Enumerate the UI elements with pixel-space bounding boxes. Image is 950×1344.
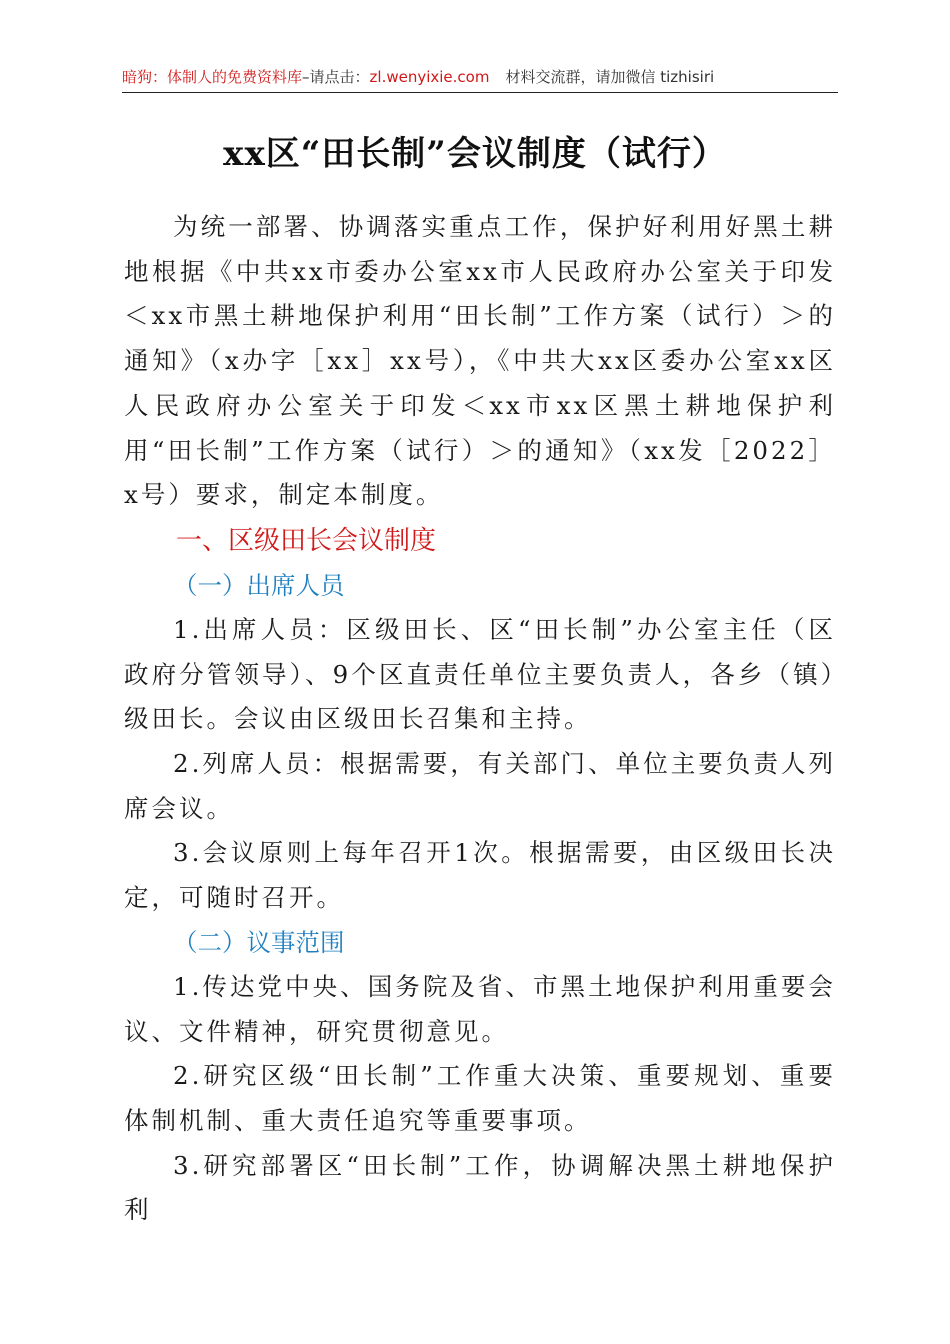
header-contact: 材料交流群，请加微信 tizhisiri — [505, 68, 715, 86]
header-link-prefix: –请点击： — [302, 68, 370, 86]
attendees-item-1: 1.出席人员：区级田长、区“田长制”办公室主任（区政府分管领导）、9个区直责任单位主要负责人，各乡（镇）级田长。会议由区级田长召集和主持。 — [124, 614, 836, 734]
header-link[interactable]: zl.wenyixie.com — [369, 68, 490, 86]
subsection-heading-attendees: （一）出席人员 — [173, 570, 345, 600]
attendees-item-3: 3.会议原则上每年召开1次。根据需要，由区级田长决定，可随时召开。 — [124, 838, 836, 913]
section-heading: 一、区级田长会议制度 — [176, 525, 437, 556]
scope-item-3: 3.研究部署区“田长制”工作，协调解决黑土耕地保护利 — [124, 1150, 836, 1225]
intro-paragraph: 为统一部署、协调落实重点工作，保护好利用好黑土耕地根据《中共xx市委办公室xx市人民政府办公室关于印发＜xx市黑土耕地保护利用“田长制”工作方案（试行）＞的通知》（x办字［xx］xx号），《中共大xx区委办公室xx区人民政府办公室关于印发＜xx市xx区黑土耕地保护利用“田长制”工作方案（试行）＞的通知》（xx发［2022］x号）要求，制定本制度。 — [124, 212, 836, 510]
header-promo-text: 暗狗：体制人的免费资料库 — [122, 68, 303, 86]
scope-item-2: 2.研究区级“田长制”工作重大决策、重要规划、重要体制机制、重大责任追究等重要事项。 — [124, 1061, 836, 1135]
scope-item-1: 1.传达党中央、国务院及省、市黑土地保护利用重要会议、文件精神，研究贯彻意见。 — [124, 971, 836, 1046]
attendees-item-2: 2.列席人员：根据需要，有关部门、单位主要负责人列席会议。 — [124, 749, 836, 823]
document-body — [124, 205, 836, 1233]
page-header — [122, 66, 838, 93]
document-title: xx区“田长制”会议制度（试行） — [223, 134, 727, 174]
subsection-heading-scope: （二）议事范围 — [173, 927, 345, 957]
